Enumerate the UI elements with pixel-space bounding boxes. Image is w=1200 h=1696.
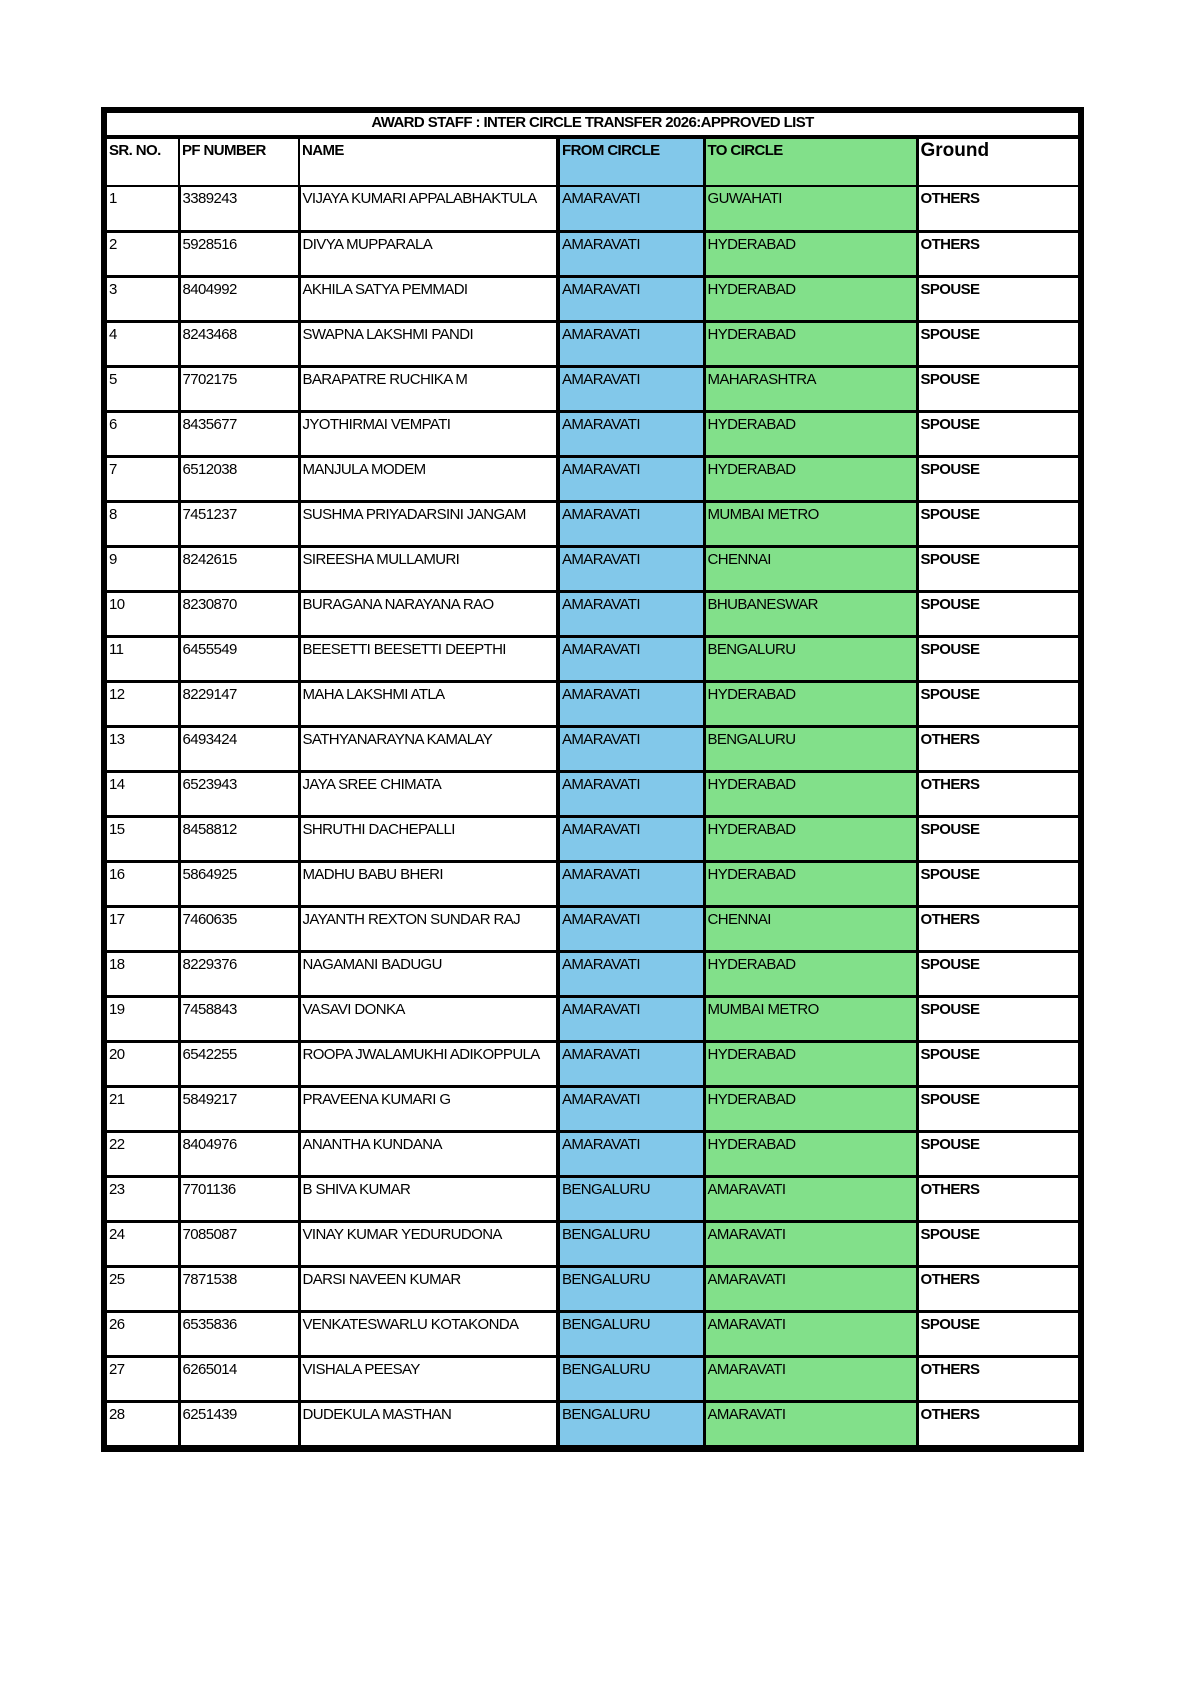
table-row (106, 321, 1079, 366)
table-row (106, 366, 1079, 411)
from-circle-cell: AMARAVATI (558, 411, 704, 456)
ground-cell: OTHERS (917, 1176, 1079, 1221)
pf-number-cell: 7460635 (179, 906, 299, 951)
to-circle-cell: MUMBAI METRO (704, 996, 917, 1041)
name-cell: JAYANTH REXTON SUNDAR RAJ (299, 906, 558, 951)
pf-number-cell: 8242615 (179, 546, 299, 591)
table-row (106, 1086, 1079, 1131)
from-circle-cell: AMARAVATI (558, 1131, 704, 1176)
sr-no-cell: 7 (106, 456, 179, 501)
from-circle-cell: AMARAVATI (558, 951, 704, 996)
pf-number-cell: 5928516 (179, 231, 299, 276)
from-circle-cell: AMARAVATI (558, 546, 704, 591)
ground-cell: SPOUSE (917, 816, 1079, 861)
to-circle-cell: HYDERABAD (704, 861, 917, 906)
name-cell: VIJAYA KUMARI APPALABHAKTULA (299, 186, 558, 231)
name-cell: BARAPATRE RUCHIKA M (299, 366, 558, 411)
name-cell: ANANTHA KUNDANA (299, 1131, 558, 1176)
sr-no-cell: 12 (106, 681, 179, 726)
table-row (106, 501, 1079, 546)
name-cell: SWAPNA LAKSHMI PANDI (299, 321, 558, 366)
from-circle-cell: AMARAVATI (558, 681, 704, 726)
to-circle-cell: HYDERABAD (704, 771, 917, 816)
sr-no-cell: 15 (106, 816, 179, 861)
name-cell: ROOPA JWALAMUKHI ADIKOPPULA (299, 1041, 558, 1086)
from-circle-cell: BENGALURU (558, 1401, 704, 1446)
name-cell: SUSHMA PRIYADARSINI JANGAM (299, 501, 558, 546)
pf-number-cell: 8229147 (179, 681, 299, 726)
table-row (106, 591, 1079, 636)
from-circle-cell: AMARAVATI (558, 231, 704, 276)
sr-no-cell: 20 (106, 1041, 179, 1086)
ground-cell: SPOUSE (917, 1086, 1079, 1131)
table-row (106, 186, 1079, 231)
table-row (106, 1266, 1079, 1311)
header-name: NAME (299, 137, 558, 186)
pf-number-cell: 5864925 (179, 861, 299, 906)
ground-cell: SPOUSE (917, 546, 1079, 591)
ground-cell: SPOUSE (917, 591, 1079, 636)
sr-no-cell: 8 (106, 501, 179, 546)
table-row (106, 546, 1079, 591)
to-circle-cell: HYDERABAD (704, 276, 917, 321)
from-circle-cell: BENGALURU (558, 1266, 704, 1311)
name-cell: AKHILA SATYA PEMMADI (299, 276, 558, 321)
to-circle-cell: AMARAVATI (704, 1311, 917, 1356)
ground-cell: SPOUSE (917, 276, 1079, 321)
from-circle-cell: AMARAVATI (558, 636, 704, 681)
ground-cell: SPOUSE (917, 1311, 1079, 1356)
from-circle-cell: BENGALURU (558, 1221, 704, 1266)
to-circle-cell: HYDERABAD (704, 231, 917, 276)
sr-no-cell: 23 (106, 1176, 179, 1221)
from-circle-cell: AMARAVATI (558, 456, 704, 501)
header-ground: Ground (917, 137, 1079, 186)
pf-number-cell: 8243468 (179, 321, 299, 366)
sr-no-cell: 21 (106, 1086, 179, 1131)
pf-number-cell: 5849217 (179, 1086, 299, 1131)
to-circle-cell: BHUBANESWAR (704, 591, 917, 636)
sr-no-cell: 3 (106, 276, 179, 321)
from-circle-cell: AMARAVATI (558, 816, 704, 861)
name-cell: VINAY KUMAR YEDURUDONA (299, 1221, 558, 1266)
name-cell: NAGAMANI BADUGU (299, 951, 558, 996)
pf-number-cell: 8435677 (179, 411, 299, 456)
transfer-list-table (101, 107, 1084, 1452)
to-circle-cell: AMARAVATI (704, 1176, 917, 1221)
from-circle-cell: AMARAVATI (558, 366, 704, 411)
pf-number-cell: 7871538 (179, 1266, 299, 1311)
table-row (106, 1131, 1079, 1176)
from-circle-cell: AMARAVATI (558, 906, 704, 951)
from-circle-cell: BENGALURU (558, 1176, 704, 1221)
ground-cell: SPOUSE (917, 996, 1079, 1041)
sr-no-cell: 2 (106, 231, 179, 276)
to-circle-cell: BENGALURU (704, 726, 917, 771)
from-circle-cell: AMARAVATI (558, 1086, 704, 1131)
to-circle-cell: AMARAVATI (704, 1221, 917, 1266)
from-circle-cell: AMARAVATI (558, 996, 704, 1041)
table-row (106, 771, 1079, 816)
name-cell: PRAVEENA KUMARI G (299, 1086, 558, 1131)
sr-no-cell: 11 (106, 636, 179, 681)
ground-cell: SPOUSE (917, 366, 1079, 411)
sr-no-cell: 10 (106, 591, 179, 636)
from-circle-cell: BENGALURU (558, 1311, 704, 1356)
sr-no-cell: 26 (106, 1311, 179, 1356)
to-circle-cell: HYDERABAD (704, 681, 917, 726)
to-circle-cell: HYDERABAD (704, 456, 917, 501)
table-title: AWARD STAFF : INTER CIRCLE TRANSFER 2026:APPROVED LIST (106, 112, 1079, 137)
to-circle-cell: HYDERABAD (704, 1086, 917, 1131)
to-circle-cell: AMARAVATI (704, 1356, 917, 1401)
table-row (106, 816, 1079, 861)
table-row (106, 681, 1079, 726)
pf-number-cell: 8229376 (179, 951, 299, 996)
table-row (106, 1401, 1079, 1446)
name-cell: VENKATESWARLU KOTAKONDA (299, 1311, 558, 1356)
pf-number-cell: 7458843 (179, 996, 299, 1041)
ground-cell: SPOUSE (917, 951, 1079, 996)
ground-cell: SPOUSE (917, 321, 1079, 366)
name-cell: SATHYANARAYNA KAMALAY (299, 726, 558, 771)
to-circle-cell: HYDERABAD (704, 321, 917, 366)
to-circle-cell: HYDERABAD (704, 951, 917, 996)
ground-cell: OTHERS (917, 186, 1079, 231)
pf-number-cell: 8404992 (179, 276, 299, 321)
to-circle-cell: HYDERABAD (704, 1041, 917, 1086)
pf-number-cell: 8458812 (179, 816, 299, 861)
from-circle-cell: AMARAVATI (558, 321, 704, 366)
name-cell: B SHIVA KUMAR (299, 1176, 558, 1221)
name-cell: BEESETTI BEESETTI DEEPTHI (299, 636, 558, 681)
header-pf-number: PF NUMBER (179, 137, 299, 186)
to-circle-cell: AMARAVATI (704, 1266, 917, 1311)
ground-cell: OTHERS (917, 1401, 1079, 1446)
to-circle-cell: MAHARASHTRA (704, 366, 917, 411)
sr-no-cell: 5 (106, 366, 179, 411)
pf-number-cell: 6455549 (179, 636, 299, 681)
to-circle-cell: HYDERABAD (704, 411, 917, 456)
sr-no-cell: 28 (106, 1401, 179, 1446)
sr-no-cell: 14 (106, 771, 179, 816)
pf-number-cell: 7701136 (179, 1176, 299, 1221)
sr-no-cell: 6 (106, 411, 179, 456)
ground-cell: SPOUSE (917, 456, 1079, 501)
sr-no-cell: 9 (106, 546, 179, 591)
name-cell: JAYA SREE CHIMATA (299, 771, 558, 816)
pf-number-cell: 6512038 (179, 456, 299, 501)
from-circle-cell: AMARAVATI (558, 591, 704, 636)
ground-cell: OTHERS (917, 1266, 1079, 1311)
table-row (106, 1041, 1079, 1086)
name-cell: SIREESHA MULLAMURI (299, 546, 558, 591)
to-circle-cell: BENGALURU (704, 636, 917, 681)
from-circle-cell: BENGALURU (558, 1356, 704, 1401)
ground-cell: SPOUSE (917, 636, 1079, 681)
ground-cell: SPOUSE (917, 501, 1079, 546)
from-circle-cell: AMARAVATI (558, 771, 704, 816)
pf-number-cell: 6493424 (179, 726, 299, 771)
ground-cell: SPOUSE (917, 1221, 1079, 1266)
sr-no-cell: 25 (106, 1266, 179, 1311)
ground-cell: SPOUSE (917, 681, 1079, 726)
pf-number-cell: 6251439 (179, 1401, 299, 1446)
ground-cell: SPOUSE (917, 861, 1079, 906)
table-row (106, 906, 1079, 951)
pf-number-cell: 8404976 (179, 1131, 299, 1176)
sr-no-cell: 22 (106, 1131, 179, 1176)
header-to-circle: TO CIRCLE (704, 137, 917, 186)
sr-no-cell: 18 (106, 951, 179, 996)
from-circle-cell: AMARAVATI (558, 186, 704, 231)
table-row (106, 456, 1079, 501)
pf-number-cell: 6265014 (179, 1356, 299, 1401)
pf-number-cell: 6523943 (179, 771, 299, 816)
from-circle-cell: AMARAVATI (558, 276, 704, 321)
sr-no-cell: 27 (106, 1356, 179, 1401)
to-circle-cell: HYDERABAD (704, 816, 917, 861)
from-circle-cell: AMARAVATI (558, 501, 704, 546)
name-cell: MADHU BABU BHERI (299, 861, 558, 906)
pf-number-cell: 7085087 (179, 1221, 299, 1266)
sr-no-cell: 4 (106, 321, 179, 366)
to-circle-cell: AMARAVATI (704, 1401, 917, 1446)
to-circle-cell: MUMBAI METRO (704, 501, 917, 546)
sr-no-cell: 13 (106, 726, 179, 771)
table-row (106, 861, 1079, 906)
header-from-circle: FROM CIRCLE (558, 137, 704, 186)
name-cell: DARSI NAVEEN KUMAR (299, 1266, 558, 1311)
sr-no-cell: 24 (106, 1221, 179, 1266)
pf-number-cell: 3389243 (179, 186, 299, 231)
from-circle-cell: AMARAVATI (558, 861, 704, 906)
sr-no-cell: 1 (106, 186, 179, 231)
ground-cell: OTHERS (917, 1356, 1079, 1401)
from-circle-cell: AMARAVATI (558, 1041, 704, 1086)
to-circle-cell: HYDERABAD (704, 1131, 917, 1176)
sr-no-cell: 19 (106, 996, 179, 1041)
pf-number-cell: 8230870 (179, 591, 299, 636)
ground-cell: OTHERS (917, 726, 1079, 771)
header-sr-no: SR. NO. (106, 137, 179, 186)
ground-cell: SPOUSE (917, 411, 1079, 456)
name-cell: VISHALA PEESAY (299, 1356, 558, 1401)
table-row (106, 1356, 1079, 1401)
table-row (106, 951, 1079, 996)
table-row (106, 1176, 1079, 1221)
ground-cell: SPOUSE (917, 1041, 1079, 1086)
table-row (106, 276, 1079, 321)
to-circle-cell: CHENNAI (704, 906, 917, 951)
pf-number-cell: 7702175 (179, 366, 299, 411)
to-circle-cell: GUWAHATI (704, 186, 917, 231)
ground-cell: OTHERS (917, 771, 1079, 816)
name-cell: JYOTHIRMAI VEMPATI (299, 411, 558, 456)
name-cell: VASAVI DONKA (299, 996, 558, 1041)
table-row (106, 1311, 1079, 1356)
name-cell: DUDEKULA MASTHAN (299, 1401, 558, 1446)
ground-cell: OTHERS (917, 231, 1079, 276)
sr-no-cell: 16 (106, 861, 179, 906)
name-cell: SHRUTHI DACHEPALLI (299, 816, 558, 861)
pf-number-cell: 7451237 (179, 501, 299, 546)
table-row (106, 1221, 1079, 1266)
table-row (106, 636, 1079, 681)
name-cell: MANJULA MODEM (299, 456, 558, 501)
name-cell: MAHA LAKSHMI ATLA (299, 681, 558, 726)
sr-no-cell: 17 (106, 906, 179, 951)
name-cell: BURAGANA NARAYANA RAO (299, 591, 558, 636)
name-cell: DIVYA MUPPARALA (299, 231, 558, 276)
to-circle-cell: CHENNAI (704, 546, 917, 591)
from-circle-cell: AMARAVATI (558, 726, 704, 771)
table-row (106, 996, 1079, 1041)
table-row (106, 231, 1079, 276)
pf-number-cell: 6535836 (179, 1311, 299, 1356)
pf-number-cell: 6542255 (179, 1041, 299, 1086)
ground-cell: OTHERS (917, 906, 1079, 951)
table-row (106, 726, 1079, 771)
table-row (106, 411, 1079, 456)
ground-cell: SPOUSE (917, 1131, 1079, 1176)
